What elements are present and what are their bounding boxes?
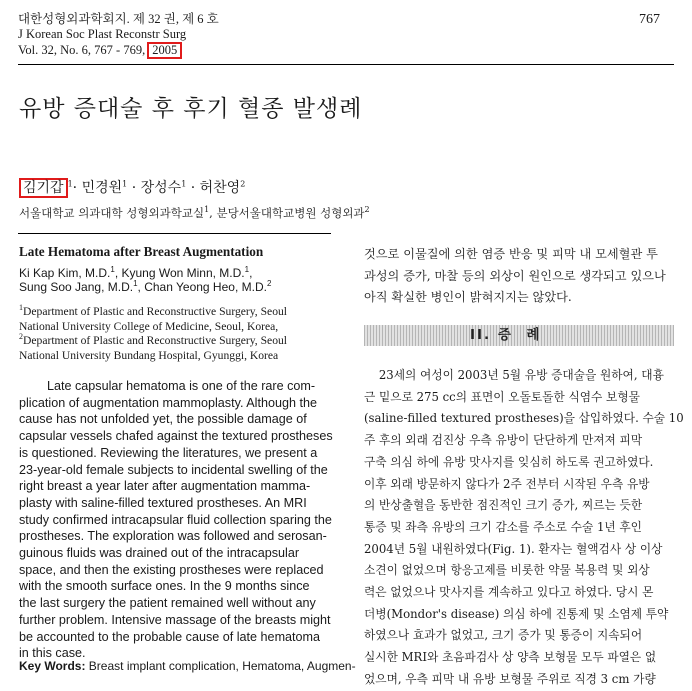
affiliation-text: Department of Plastic and Reconstructive Surgery, Seoul: [23, 334, 288, 347]
keywords-label: Key Words:: [19, 659, 86, 673]
author-name: , Chan Yeong Heo, M.D.: [137, 280, 267, 294]
abstract-line: guinous fluids was drained out of the intracapsular: [19, 546, 300, 561]
author-sup: 1: [110, 265, 115, 274]
abstract: [19, 378, 334, 662]
author-name: Sung Soo Jang, M.D.: [19, 280, 134, 294]
first-author-highlight: 김기갑: [19, 178, 68, 198]
abstract-line: be accounted to the probable cause of late hematoma: [19, 629, 321, 644]
body-line: 었으며, 우측 피막 내 유방 보형물 주위로 직경 3 cm 가량: [364, 671, 656, 686]
affiliation-line: [19, 349, 287, 364]
keywords: [19, 659, 356, 673]
affiliation-line: [19, 320, 287, 335]
abstract-line: with the smooth surface ones. In the 9 months since: [19, 579, 310, 594]
body-line: 2004년 5월 내원하였다(Fig. 1). 환자는 혈액검사 상 이상: [364, 541, 663, 556]
abstract-line: cause has not unfolded yet, the possible damage of: [19, 412, 307, 427]
keywords-text: Breast implant complication, Hematoma, Augmen-: [85, 659, 356, 673]
author-name: Ki Kap Kim, M.D.: [19, 266, 111, 280]
author-sup: 1: [181, 179, 187, 189]
abstract-line: is questioned. Reviewing the literatures, we present a: [19, 445, 318, 460]
body-line: 구축 의심 하에 유방 맛사지를 잊심히 하도록 권고하였다.: [364, 454, 654, 469]
abstract-line: 23-year-old female subjects to incidental swelling of the: [19, 462, 328, 477]
author-line: [19, 266, 271, 280]
affiliation-text: National University College of Medicine, Seoul, Korea,: [19, 319, 279, 333]
author-sup: 1: [244, 265, 250, 274]
korean-title: 유방 증대술 후 후기 혈종 발생례: [19, 96, 363, 122]
english-authors: [19, 266, 271, 294]
author-sup: 1: [133, 279, 138, 288]
section-heading: II. 증 례: [470, 327, 542, 343]
abstract-line: Late capsular hematoma is one of the rare com-: [19, 379, 316, 393]
english-affiliations: [19, 305, 287, 363]
intro-continuation: [364, 244, 674, 309]
author-name: · 장성수: [127, 180, 182, 196]
volume-pages: Vol. 32, No. 6, 767 - 769,: [18, 43, 146, 57]
author-name: · 민경원: [72, 180, 123, 196]
abstract-line: right breast a year later after augmentation mamma-: [19, 479, 311, 494]
korean-authors: [19, 177, 245, 198]
case-report-text: [364, 365, 684, 691]
author-sup: 2: [240, 179, 246, 189]
abstract-line: plasty with saline-filled textured prostheses. An MRI: [19, 495, 307, 510]
abstract-line: prostheses. The exploration was followed and serosan-: [19, 529, 327, 544]
author-name: , Kyung Won Minn, M.D.: [114, 266, 245, 280]
affiliation-text: 서울대학교 의과대학 성형외과학교실: [19, 206, 205, 220]
body-line: 과성의 증가, 마찰 등의 외상이 원인으로 생각되고 있으나: [364, 268, 666, 283]
author-name: · 허찬영: [186, 180, 241, 196]
journal-korean-name: 대한성형외과학회지. 제 32 권, 제 6 호: [18, 12, 219, 26]
journal-citation: [18, 12, 219, 59]
body-line: 아직 확실한 병인이 밝혀지지는 않았다.: [364, 290, 572, 304]
affiliation-sup: 2: [19, 332, 23, 342]
body-line: 력은 없었으나 맛사지를 계속하고 있다고 하였다. 당시 몬: [364, 585, 654, 600]
affiliation-sup: 2: [364, 205, 370, 215]
english-title: Late Hematoma after Breast Augmentation: [19, 244, 264, 259]
journal-volume-line: [18, 42, 219, 59]
abstract-line: capsular vessels chafed against the textured prostheses: [19, 429, 333, 444]
year-highlight: 2005: [147, 42, 182, 59]
body-line: (saline-filled textured prostheses)을 삽입하였다. 수술 10: [364, 411, 684, 426]
body-line: 이후 외래 방문하지 않다가 2주 전부터 시작된 우측 유방: [364, 476, 650, 491]
abstract-line: plication of augmentation mammoplasty. Although the: [19, 395, 317, 410]
abstract-line: space, and then the existing prostheses were replaced: [19, 562, 324, 577]
author-separator: ,: [249, 266, 253, 280]
body-line: 의 반상출혈을 동반한 점진적인 크기 증가, 찌르는 듯한: [364, 498, 643, 513]
affiliation-line: [19, 334, 287, 349]
author-sup: 1: [67, 179, 73, 189]
affiliation-text: , 분당서울대학교병원 성형외과: [209, 206, 365, 220]
body-line: 통증 및 좌측 유방의 크기 감소를 주소로 수술 1년 후인: [364, 519, 642, 534]
korean-affiliation: [19, 205, 370, 221]
affiliation-sup: 1: [204, 205, 210, 215]
abstract-line: in this case.: [19, 646, 86, 661]
body-line: 소견이 없었으며 항응고제를 비롯한 약물 복용력 및 외상: [364, 563, 650, 578]
journal-english-name: J Korean Soc Plast Reconstr Surg: [18, 27, 187, 41]
column-divider: [18, 233, 331, 234]
affiliation-line: [19, 305, 287, 320]
body-line: 것으로 이물질에 의한 염증 반응 및 피막 내 모세혈관 투: [364, 247, 658, 261]
page-number: 767: [639, 12, 660, 27]
body-line: 더병(Mondor's disease) 의심 하에 진통제 및 소염제 투약: [364, 606, 669, 621]
author-line: [19, 280, 271, 294]
affiliation-sup: 1: [19, 303, 23, 313]
author-sup: 1: [122, 179, 128, 189]
header-divider: [18, 64, 674, 65]
body-line: 하였으나 효과가 없었고, 크기 증가 및 통증이 지속되어: [364, 628, 643, 643]
body-line: 실시한 MRI와 초음파검사 상 양측 보형물 모두 파열은 없: [364, 650, 657, 665]
affiliation-text: Department of Plastic and Reconstructive Surgery, Seoul: [23, 305, 288, 318]
abstract-line: study confirmed intracapsular fluid collection sparing the: [19, 512, 332, 527]
body-line: 근 밑으로 275 cc의 표면이 오돌토돌한 식염수 보형물: [364, 389, 640, 404]
body-line: 23세의 여성이 2003년 5월 유방 증대술을 원하여, 대흉: [364, 368, 664, 382]
affiliation-text: National University Bundang Hospital, Gyunggi, Korea: [19, 348, 279, 362]
abstract-line: further problem. Intensive massage of the breasts might: [19, 612, 331, 627]
author-sup: 2: [266, 279, 272, 288]
body-line: 주 후의 외래 검진상 우측 유방이 단단하게 만져져 피막: [364, 433, 643, 448]
abstract-line: the last surgery the patient remained well without any: [19, 596, 316, 611]
